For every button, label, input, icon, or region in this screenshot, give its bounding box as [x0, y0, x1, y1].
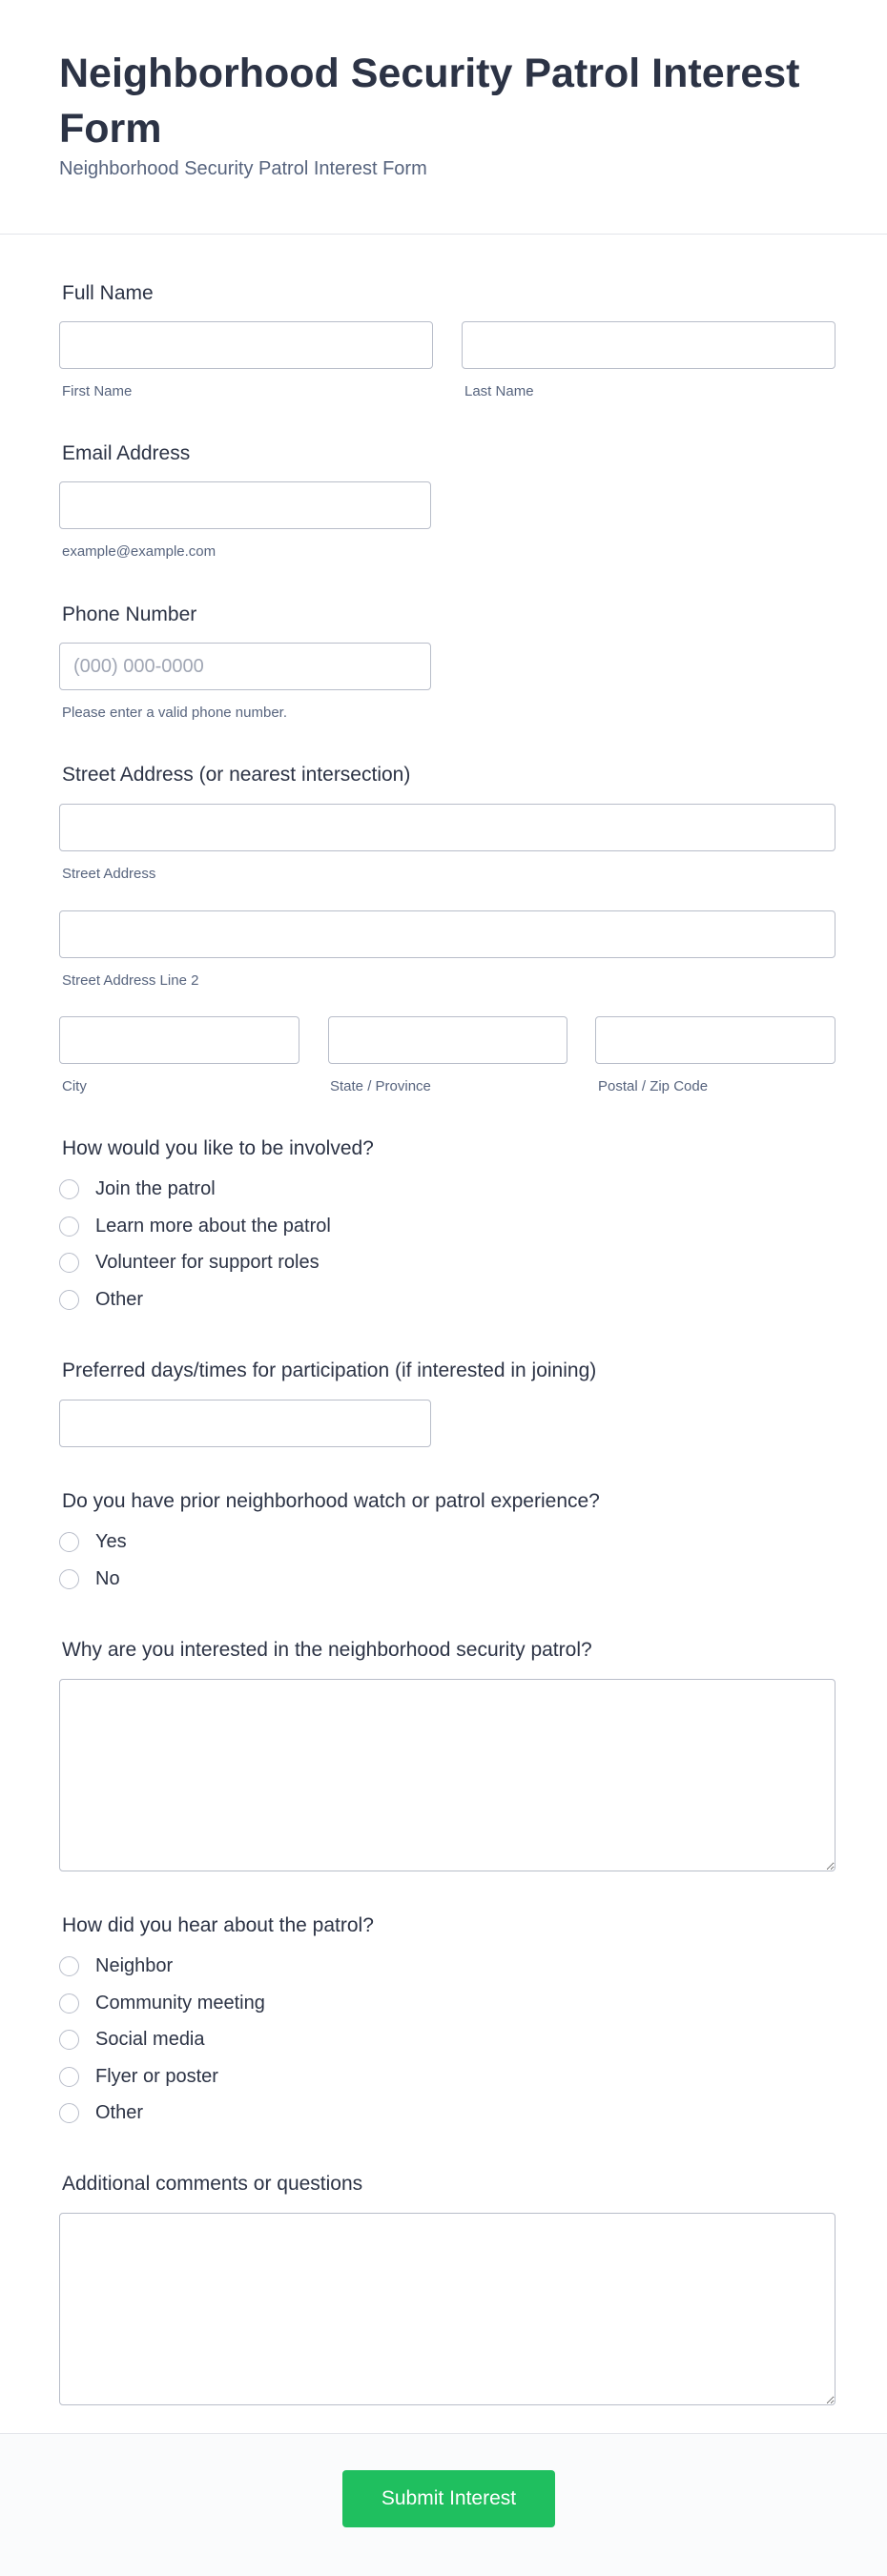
- heard-option-label: Community meeting: [95, 1993, 265, 2014]
- full-name-label: Full Name: [62, 282, 154, 304]
- heard-radio-community-meeting[interactable]: [59, 1993, 79, 2014]
- experience-option-label: Yes: [95, 1531, 127, 1552]
- heard-option-label: Social media: [95, 2029, 205, 2050]
- heard-option-label: Other: [95, 2102, 144, 2123]
- email-sublabel: example@example.com: [62, 543, 217, 560]
- comments-label: Additional comments or questions: [62, 2173, 363, 2195]
- heard-option-label: Neighbor: [95, 1955, 174, 1976]
- heard-label: How did you hear about the patrol?: [62, 1914, 374, 1936]
- involvement-option-label: Other: [95, 1289, 144, 1310]
- reason-textarea[interactable]: [59, 1679, 835, 1871]
- street-address-input[interactable]: [59, 804, 835, 851]
- preferred-times-input[interactable]: [59, 1400, 431, 1447]
- involvement-radio-join[interactable]: [59, 1179, 79, 1199]
- last-name-sublabel: Last Name: [464, 383, 534, 399]
- heard-radio-other[interactable]: [59, 2103, 79, 2123]
- email-label: Email Address: [62, 442, 191, 464]
- street-address-line2-sublabel: Street Address Line 2: [62, 972, 199, 989]
- form-title: Neighborhood Security Patrol Interest Form: [59, 51, 800, 152]
- phone-label: Phone Number: [62, 603, 197, 625]
- comments-textarea[interactable]: [59, 2213, 835, 2405]
- email-input[interactable]: [59, 481, 431, 529]
- last-name-input[interactable]: [462, 321, 835, 369]
- state-sublabel: State / Province: [330, 1078, 431, 1094]
- address-label: Street Address (or nearest intersection): [62, 764, 411, 786]
- zip-sublabel: Postal / Zip Code: [598, 1078, 709, 1094]
- city-sublabel: City: [62, 1078, 87, 1094]
- state-input[interactable]: [328, 1016, 567, 1064]
- involvement-radio-other[interactable]: [59, 1290, 79, 1310]
- zip-input[interactable]: [595, 1016, 835, 1064]
- submit-button[interactable]: Submit Interest: [342, 2470, 555, 2527]
- experience-label: Do you have prior neighborhood watch or patrol experience?: [62, 1490, 600, 1512]
- experience-option-label: No: [95, 1568, 120, 1589]
- heard-option-label: Flyer or poster: [95, 2066, 218, 2087]
- form-subtitle: Neighborhood Security Patrol Interest Form: [59, 158, 427, 179]
- preferred-times-label: Preferred days/times for participation (if interested in joining): [62, 1360, 597, 1381]
- heard-radio-flyer[interactable]: [59, 2067, 79, 2087]
- form-header: [0, 0, 887, 235]
- heard-radio-social-media[interactable]: [59, 2030, 79, 2050]
- phone-sublabel: Please enter a valid phone number.: [62, 705, 287, 721]
- street-address-sublabel: Street Address: [62, 866, 156, 882]
- phone-input[interactable]: [59, 643, 431, 690]
- involvement-option-label: Volunteer for support roles: [95, 1252, 320, 1273]
- involvement-option-label: Join the patrol: [95, 1178, 216, 1199]
- first-name-input[interactable]: [59, 321, 433, 369]
- city-input[interactable]: [59, 1016, 299, 1064]
- involvement-option-label: Learn more about the patrol: [95, 1216, 331, 1237]
- involvement-radio-learn[interactable]: [59, 1216, 79, 1237]
- reason-label: Why are you interested in the neighborhood security patrol?: [62, 1639, 592, 1661]
- heard-radio-neighbor[interactable]: [59, 1956, 79, 1976]
- involvement-radio-volunteer[interactable]: [59, 1253, 79, 1273]
- street-address-line2-input[interactable]: [59, 910, 835, 958]
- involvement-label: How would you like to be involved?: [62, 1137, 374, 1159]
- experience-radio-yes[interactable]: [59, 1532, 79, 1552]
- first-name-sublabel: First Name: [62, 383, 133, 399]
- experience-radio-no[interactable]: [59, 1569, 79, 1589]
